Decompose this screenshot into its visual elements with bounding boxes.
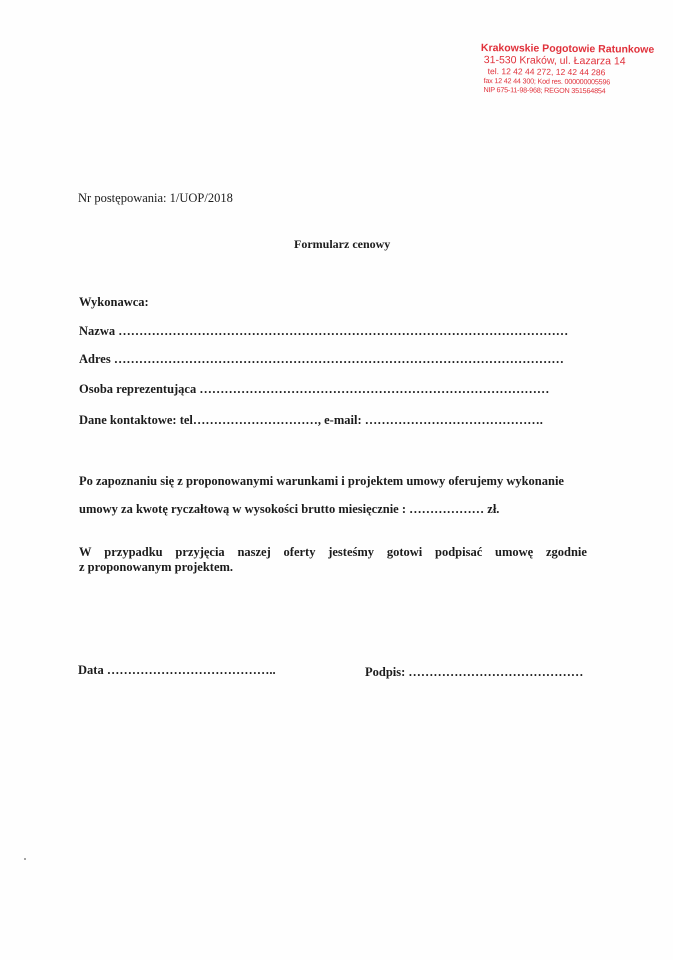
- word: oferty: [283, 545, 316, 559]
- representative-field-line: Osoba reprezentująca …………………………………………………………………………: [79, 382, 550, 396]
- word: W: [79, 545, 92, 559]
- procedure-number: Nr postępowania: 1/UOP/2018: [78, 191, 233, 205]
- signature-field-line: Podpis: ……………………………………: [365, 665, 584, 679]
- word: podpisać: [435, 545, 483, 559]
- date-field-line: Data …………………………………..: [78, 663, 276, 677]
- scan-speck: [24, 858, 26, 860]
- acceptance-paragraph-line2: z proponowanym projektem.: [79, 560, 234, 574]
- form-title: Formularz cenowy: [294, 237, 391, 251]
- word: zgodnie: [545, 545, 587, 559]
- word: umowę: [495, 545, 534, 559]
- word: naszej: [237, 545, 271, 559]
- acceptance-paragraph: [79, 545, 587, 575]
- stamp-phone: tel. 12 42 44 272, 12 42 44 286: [487, 66, 606, 78]
- contact-field-line: Dane kontaktowe: tel…………………………, e-mail: …………………………………….: [79, 413, 543, 427]
- word: gotowi: [386, 545, 423, 559]
- company-stamp: [480, 42, 655, 96]
- word: przypadku: [104, 545, 163, 559]
- address-field-line: Adres ………………………………………………………………………………………………: [79, 352, 564, 366]
- word: przyjęcia: [175, 545, 225, 559]
- contractor-label: Wykonawca:: [79, 295, 149, 309]
- acceptance-paragraph-line1: [79, 545, 587, 560]
- stamp-tax-ids: NIP 675-11-98-968; REGON 351564854: [483, 85, 606, 96]
- stamp-fax: fax 12 42 44 300; Kod res. 000000005596: [483, 76, 611, 87]
- offer-paragraph-line1: Po zapoznaniu się z proponowanymi warunkami i projektem umowy oferujemy wykonanie: [79, 474, 564, 488]
- offer-paragraph-line2: umowy za kwotę ryczałtową w wysokości brutto miesięcznie : ……………… zł.: [79, 502, 500, 516]
- stamp-address: 31-530 Kraków, ul. Łazarza 14: [483, 54, 626, 68]
- stamp-company-name: Krakowskie Pogotowie Ratunkowe: [480, 42, 655, 56]
- name-field-line: Nazwa ………………………………………………………………………………………………: [79, 324, 569, 338]
- word: jesteśmy: [328, 545, 375, 559]
